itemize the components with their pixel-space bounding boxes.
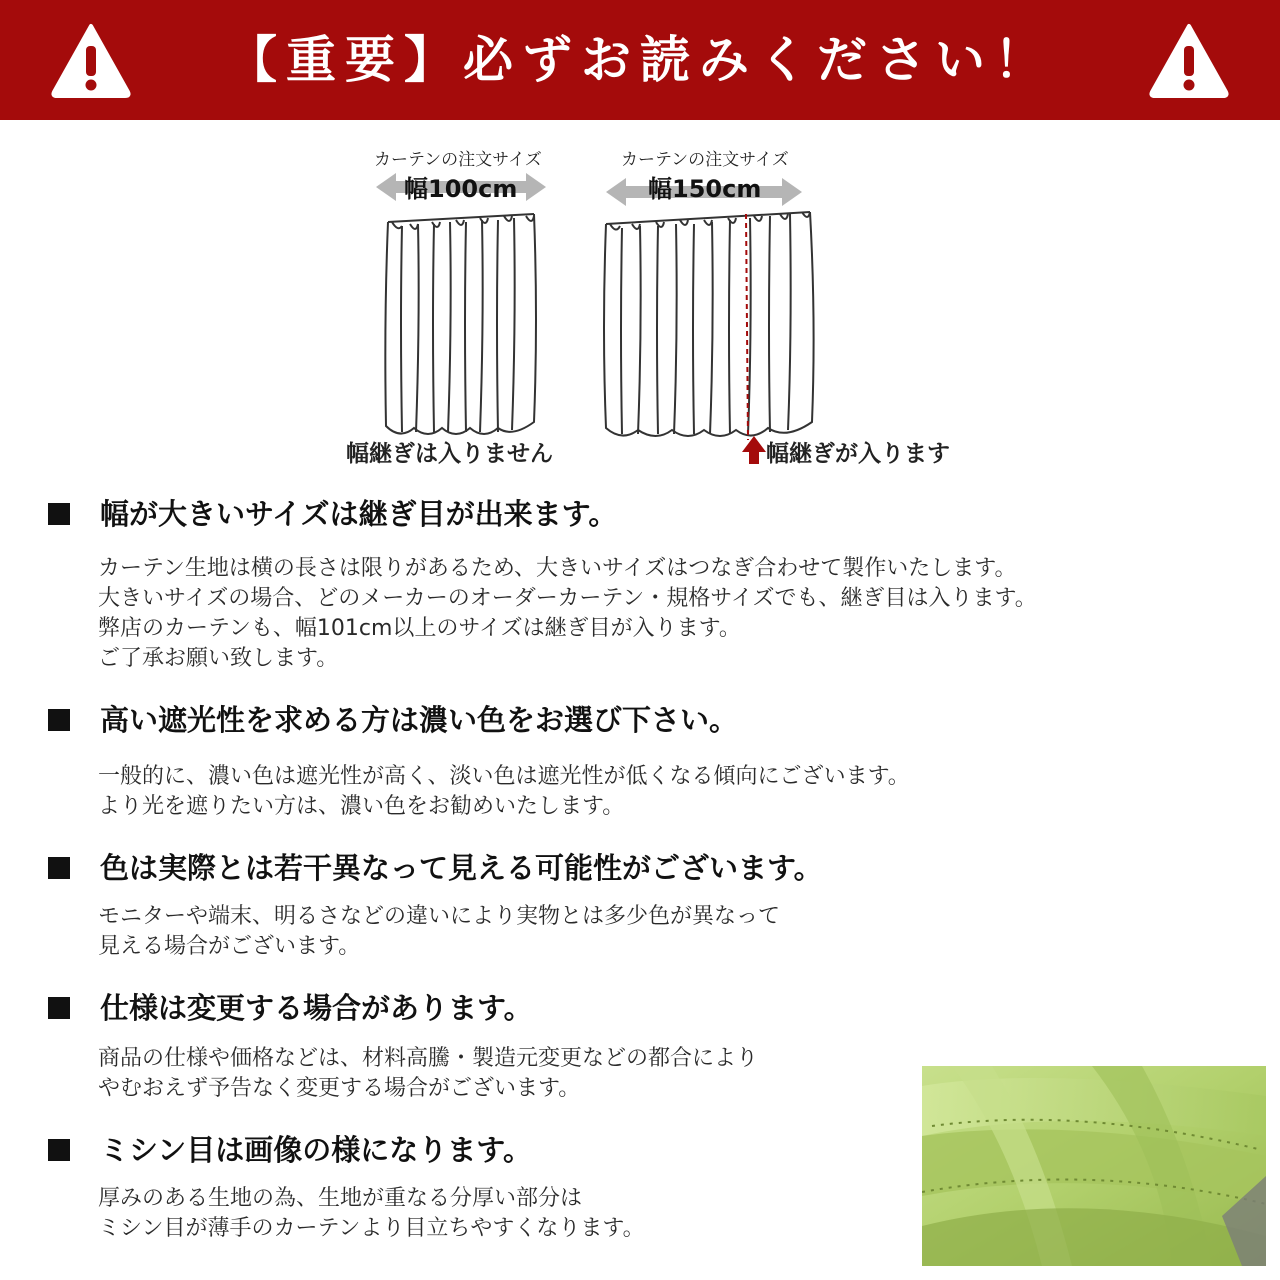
body-line: 厚みのある生地の為、生地が重なる分厚い部分は [98,1186,583,1211]
square-bullet-icon [48,503,70,525]
section-body [98,762,910,822]
square-bullet-icon [48,1139,70,1161]
square-bullet-icon [48,997,70,1019]
right-size-label: 幅150cm [648,175,762,203]
body-line: ミシン目が薄手のカーテンより目立ちやすくなります。 [98,1216,645,1241]
left-caption: カーテンの注文サイズ [374,150,542,170]
section-heading: 仕様は変更する場合があります。 [48,988,533,1028]
section-body [98,1044,758,1104]
body-line: 大きいサイズの場合、どのメーカーのオーダーカーテン・規格サイズでも、継ぎ目は入ります。 [98,586,1037,611]
warning-banner [0,0,1280,120]
body-line: より光を遮りたい方は、濃い色をお勧めいたします。 [98,794,625,819]
section-body [98,554,1037,674]
section-body [98,902,780,962]
section-heading: ミシン目は画像の様になります。 [48,1130,532,1170]
seam-line [746,214,748,440]
right-caption: カーテンの注文サイズ [621,150,789,170]
body-line: 商品の仕様や価格などは、材料高騰・製造元変更などの都合により [98,1046,759,1071]
fabric-stitch-photo [922,1066,1266,1266]
section-heading: 高い遮光性を求める方は濃い色をお選び下さい。 [48,700,738,740]
body-line: ご了承お願い致します。 [98,646,339,671]
body-line: カーテン生地は横の長さは限りがあるため、大きいサイズはつなぎ合わせて製作いたします。 [98,556,1017,581]
square-bullet-icon [48,857,70,879]
section-body [98,1184,645,1244]
up-arrow-icon [742,436,766,464]
body-line: やむおえず予告なく変更する場合がございます。 [98,1076,581,1101]
body-line: 弊店のカーテンも、幅101cm以上のサイズは継ぎ目が入ります。 [98,616,741,641]
left-size-label: 幅100cm [404,175,518,203]
left-note: 幅継ぎは入りません [346,441,553,467]
body-line: 一般的に、濃い色は遮光性が高く、淡い色は遮光性が低くなる傾向にございます。 [98,764,910,789]
right-note: 幅継ぎが入ります [766,441,950,467]
section-heading: 幅が大きいサイズは継ぎ目が出来ます。 [48,494,617,534]
warning-triangle-icon [1148,22,1230,98]
body-line: モニターや端末、明るさなどの違いにより実物とは多少色が異なって [98,904,781,929]
square-bullet-icon [48,709,70,731]
curtain-150-icon [604,212,814,436]
curtain-size-diagram [340,140,1000,480]
body-line: 見える場合がございます。 [98,934,361,959]
banner-title: 【重要】必ずお読みください！ [227,31,1053,89]
curtain-100-icon [385,214,536,434]
section-heading: 色は実際とは若干異なって見える可能性がございます。 [48,848,823,888]
warning-triangle-icon [50,22,132,98]
